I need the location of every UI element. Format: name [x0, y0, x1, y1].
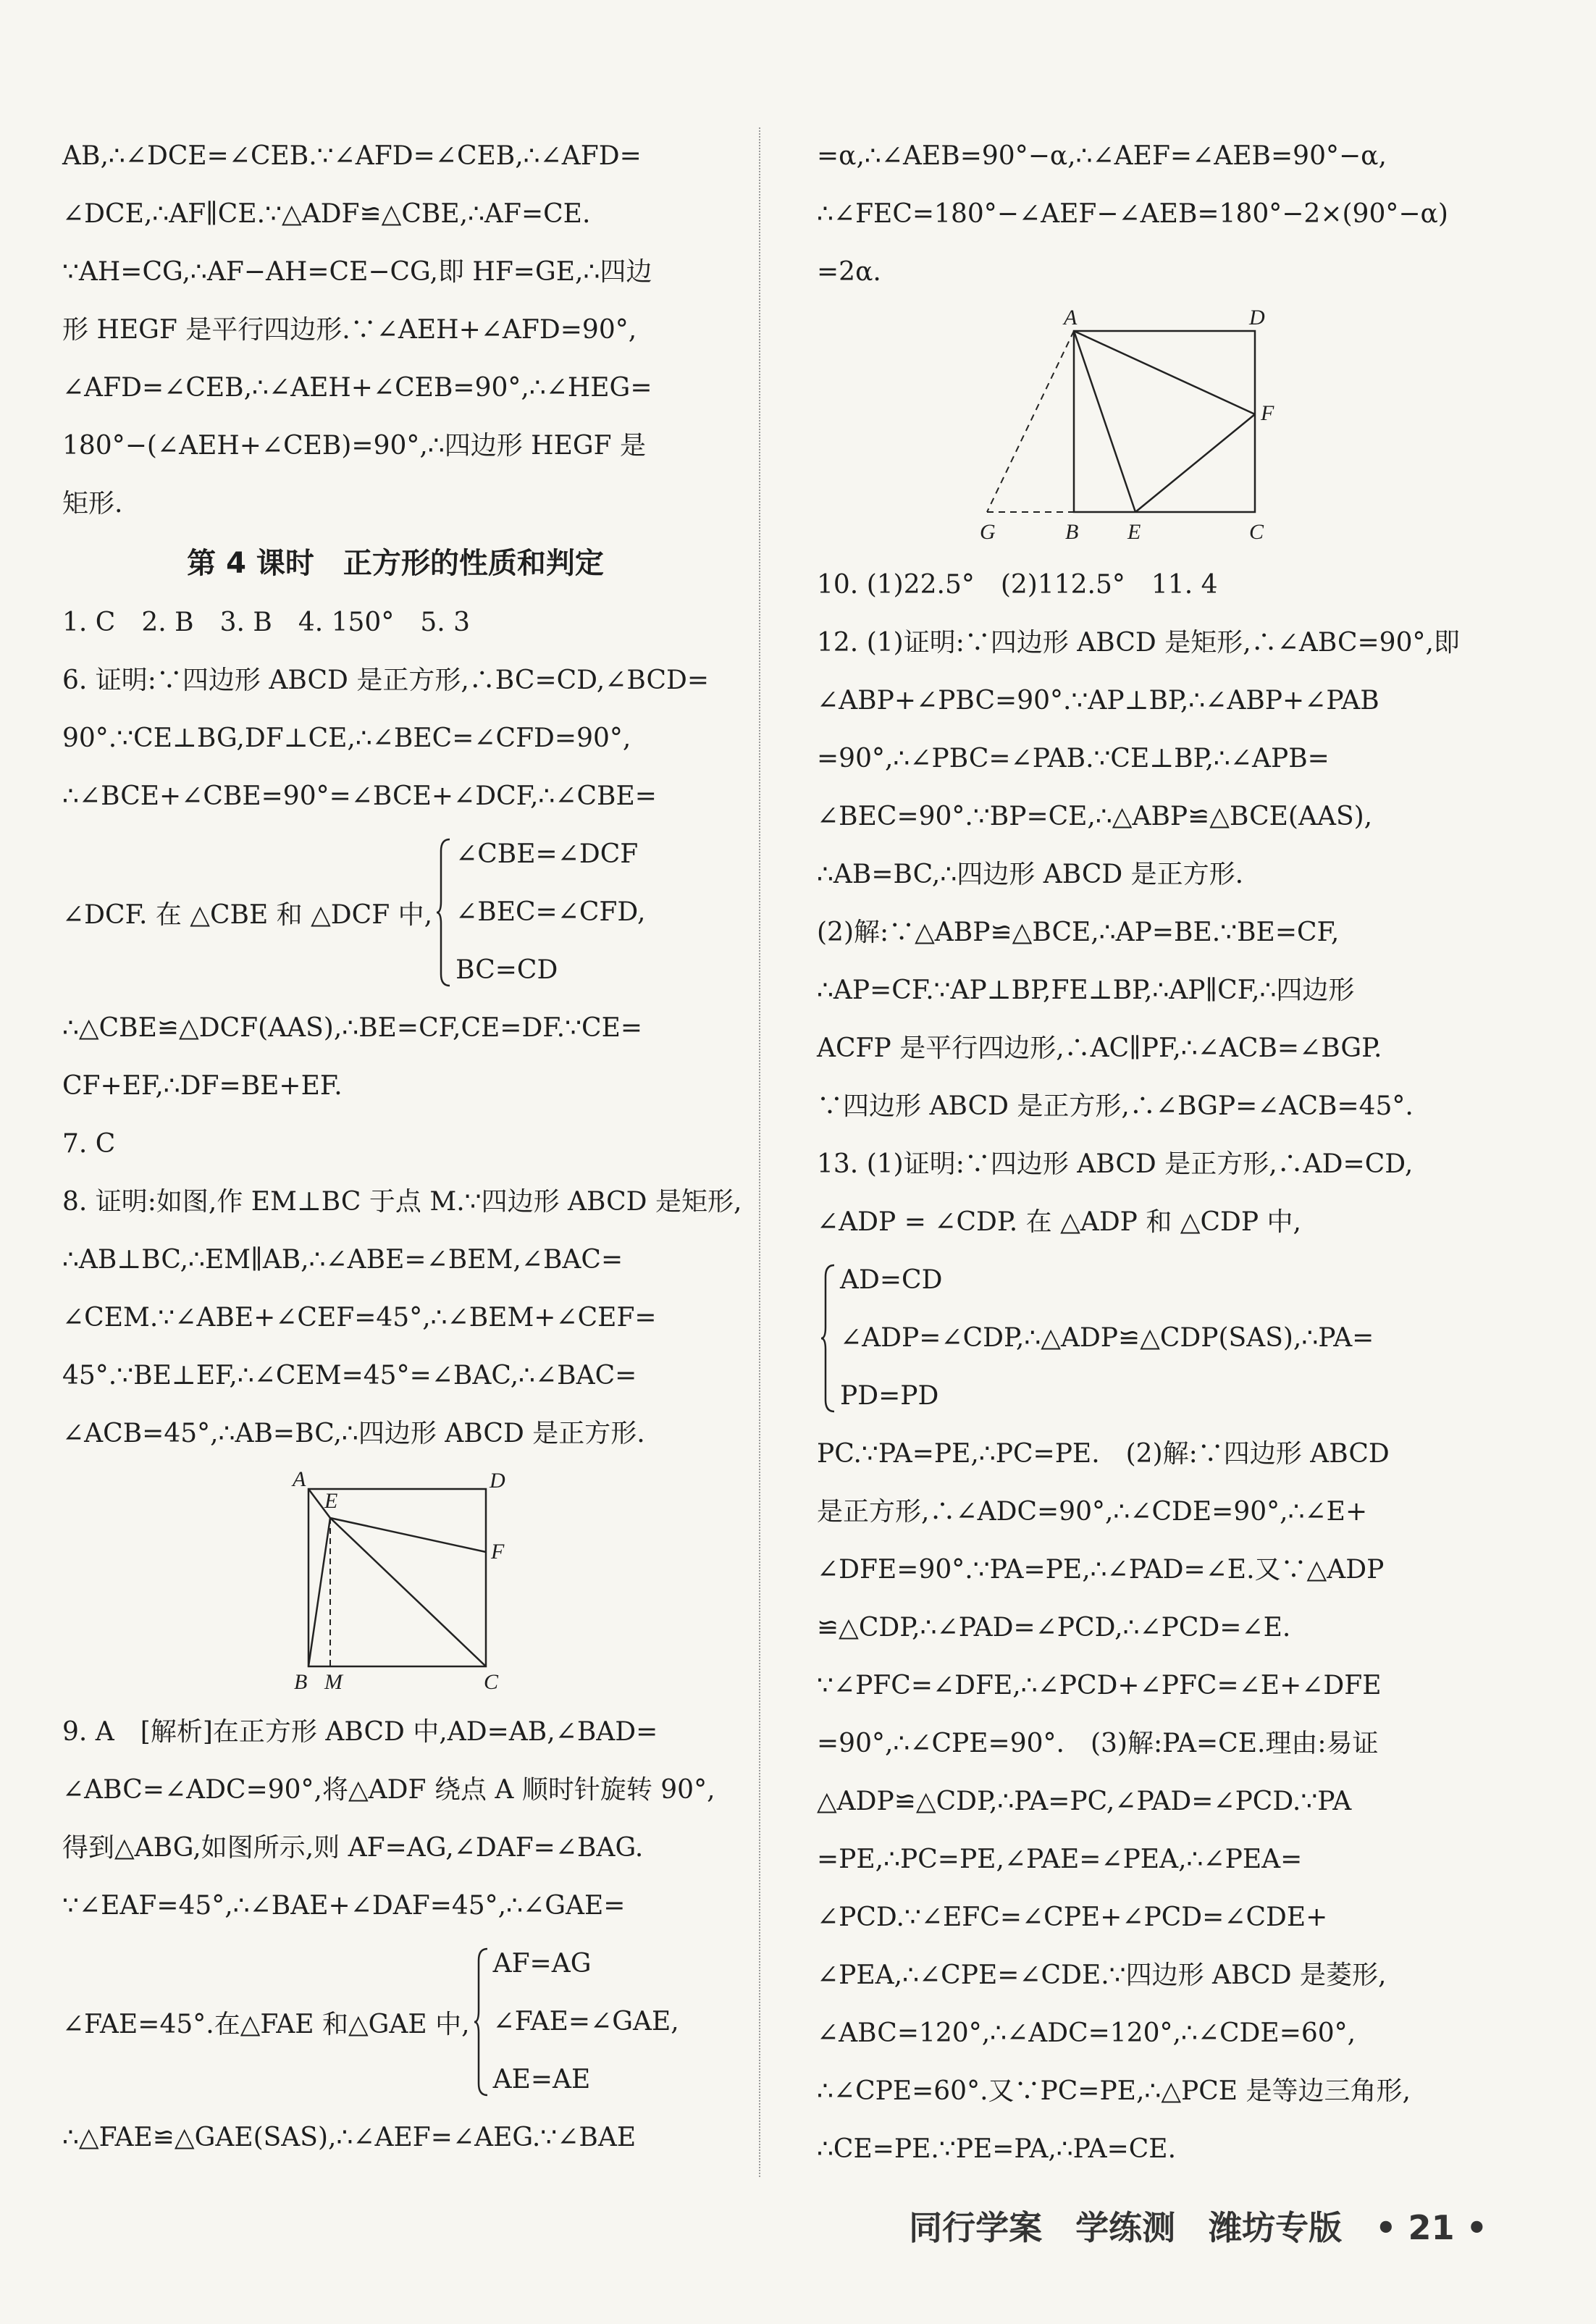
geometry-figure-1 [280, 1467, 511, 1699]
text-line: ∠ABC=∠ADC=90°,将△ADF 绕点 A 顺时针旋转 90°, [62, 1775, 715, 1805]
footer-edition: 潍坊专版 [1209, 2208, 1343, 2247]
label-C: C [1249, 520, 1264, 544]
system-row: ∠ADP=∠CDP,∴△ADP≌△CDP(SAS),∴PA= [840, 1323, 1374, 1353]
text-line: ∴∠CPE=60°.又∵PC=PE,∴△PCE 是等边三角形, [817, 2076, 1411, 2106]
system-prefix: ∠FAE=45°.在△FAE 和△GAE 中, [62, 2009, 470, 2039]
q6-equation-system [62, 826, 728, 999]
system-row: ∠BEC=∠CFD, [455, 897, 646, 927]
text-line: 180°−(∠AEH+∠CEB)=90°,∴四边形 HEGF 是 [62, 431, 647, 461]
text-line: =PE,∴PC=PE,∠PAE=∠PEA,∴∠PEA= [817, 1845, 1303, 1874]
text-line: 矩形. [62, 489, 123, 519]
text-line: PC.∵PA=PE,∴PC=PE. (2)解:∵四边形 ABCD [817, 1439, 1390, 1469]
system-prefix: ∠DCF. 在 △CBE 和 △DCF 中, [62, 899, 433, 930]
label-M: M [324, 1670, 343, 1694]
brace-icon [820, 1262, 837, 1414]
q9-equation-system [62, 1935, 728, 2109]
text-line: ∵AH=CG,∴AF−AH=CE−CG,即 HF=GE,∴四边 [62, 257, 652, 287]
label-D: D [1249, 306, 1265, 330]
text-line: 形 HEGF 是平行四边形.∵∠AEH+∠AFD=90°, [62, 315, 637, 345]
text-line: ∴∠BCE+∠CBE=90°=∠BCE+∠DCF,∴∠CBE= [62, 781, 657, 811]
text-line: ∠PEA,∴∠CPE=∠CDE.∵四边形 ABCD 是菱形, [817, 1960, 1387, 1990]
text-line: ∴CE=PE.∵PE=PA,∴PA=CE. [817, 2134, 1177, 2164]
answers-10-11: 10. (1)22.5° (2)112.5° 11. 4 [817, 570, 1218, 600]
text-line: 9. A [解析]在正方形 ABCD 中,AD=AB,∠BAD= [62, 1717, 658, 1747]
label-A: A [1064, 306, 1078, 330]
figure-square-rotation [980, 306, 1313, 552]
text-line: ACFP 是平行四边形,∴AC∥PF,∴∠ACB=∠BGP. [817, 1033, 1382, 1063]
label-E: E [324, 1489, 338, 1513]
label-C: C [484, 1670, 499, 1694]
text-line: ∠CEM.∵∠ABE+∠CEF=45°,∴∠BEM+∠CEF= [62, 1303, 657, 1333]
label-F: F [491, 1540, 505, 1564]
text-line: ∠ACB=45°,∴AB=BC,∴四边形 ABCD 是正方形. [62, 1419, 645, 1448]
text-line: AB,∴∠DCE=∠CEB.∵∠AFD=∠CEB,∴∠AFD= [62, 141, 642, 171]
text-line: ∠PCD.∵∠EFC=∠CPE+∠PCD=∠CDE+ [817, 1903, 1328, 1932]
text-line: ∴AB⊥BC,∴EM∥AB,∴∠ABE=∠BEM,∠BAC= [62, 1245, 623, 1275]
text-line: ∴∠FEC=180°−∠AEF−∠AEB=180°−2×(90°−α) [817, 199, 1448, 229]
text-line: 6. 证明:∵四边形 ABCD 是正方形,∴BC=CD,∠BCD= [62, 666, 710, 695]
system-row: ∠FAE=∠GAE, [492, 2007, 679, 2036]
text-line: ∴AB=BC,∴四边形 ABCD 是正方形. [817, 860, 1244, 889]
right-column [817, 127, 1476, 2178]
text-line: ∵四边形 ABCD 是正方形,∴∠BGP=∠ACB=45°. [817, 1091, 1414, 1121]
section-title: 第 4 课时 正方形的性质和判定 [187, 547, 604, 580]
text-line: ∠ABP+∠PBC=90°.∵AP⊥BP,∴∠ABP+∠PAB [817, 686, 1379, 716]
text-line: ∠ADP = ∠CDP. 在 △ADP 和 △CDP 中, [817, 1207, 1301, 1237]
system-row: AF=AG [492, 1949, 592, 1979]
text-line: ∠DCE,∴AF∥CE.∵△ADF≌△CBE,∴AF=CE. [62, 199, 591, 229]
system-row: BC=CD [455, 955, 558, 985]
label-E: E [1127, 520, 1141, 544]
page-number: • 21 • [1375, 2208, 1487, 2247]
text-line: 13. (1)证明:∵四边形 ABCD 是正方形,∴AD=CD, [817, 1149, 1414, 1179]
brace-icon [435, 836, 453, 989]
text-line: 90°.∵CE⊥BG,DF⊥CE,∴∠BEC=∠CFD=90°, [62, 723, 631, 753]
text-line: ∴AP=CF.∵AP⊥BP,FE⊥BP,∴AP∥CF,∴四边形 [817, 976, 1355, 1005]
text-line: =90°,∴∠CPE=90°. (3)解:PA=CE.理由:易证 [817, 1729, 1379, 1758]
brace-icon [473, 1946, 490, 2098]
label-D: D [490, 1469, 505, 1493]
label-B: B [1065, 520, 1079, 544]
text-line: ≌△CDP,∴∠PAD=∠PCD,∴∠PCD=∠E. [817, 1613, 1291, 1643]
answers-1-5: 1. C 2. B 3. B 4. 150° 5. 3 [62, 608, 471, 637]
column-divider [759, 127, 760, 2177]
label-B: B [294, 1670, 308, 1694]
system-row: AD=CD [840, 1265, 943, 1295]
text-line: ∵∠PFC=∠DFE,∴∠PCD+∠PFC=∠E+∠DFE [817, 1671, 1382, 1700]
text-line: △ADP≌△CDP,∴PA=PC,∠PAD=∠PCD.∵PA [817, 1787, 1352, 1816]
left-column [62, 127, 742, 2167]
text-line: ∴△CBE≌△DCF(AAS),∴BE=CF,CE=DF.∵CE= [62, 1013, 643, 1043]
label-A: A [293, 1467, 306, 1491]
text-line: ∠ABC=120°,∴∠ADC=120°,∴∠CDE=60°, [817, 2018, 1356, 2048]
system-row: PD=PD [840, 1381, 939, 1411]
footer-series: 学练测 [1075, 2208, 1176, 2247]
q13-equation-system [817, 1251, 1476, 1425]
footer-brand: 同行学案 [909, 2208, 1043, 2247]
text-line: 45°.∵BE⊥EF,∴∠CEM=45°=∠BAC,∴∠BAC= [62, 1361, 637, 1390]
system-row: AE=AE [492, 2065, 591, 2094]
page-footer [887, 2202, 1487, 2249]
label-F: F [1261, 401, 1274, 425]
text-line: (2)解:∵△ABP≌△BCE,∴AP=BE.∵BE=CF, [817, 918, 1340, 947]
text-line: ∵∠EAF=45°,∴∠BAE+∠DAF=45°,∴∠GAE= [62, 1891, 626, 1921]
label-G: G [980, 520, 996, 544]
text-line: 得到△ABG,如图所示,则 AF=AG,∠DAF=∠BAG. [62, 1833, 644, 1863]
text-line: 8. 证明:如图,作 EM⊥BC 于点 M.∵四边形 ABCD 是矩形, [62, 1187, 742, 1217]
text-line: 是正方形,∴∠ADC=90°,∴∠CDE=90°,∴∠E+ [817, 1497, 1368, 1527]
geometry-figure-2 [980, 306, 1313, 552]
text-line: ∠AFD=∠CEB,∴∠AEH+∠CEB=90°,∴∠HEG= [62, 373, 652, 403]
text-line: ∠BEC=90°.∵BP=CE,∴△ABP≌△BCE(AAS), [817, 802, 1373, 831]
left-top-lines [62, 127, 728, 533]
text-line: =90°,∴∠PBC=∠PAB.∵CE⊥BP,∴∠APB= [817, 744, 1330, 773]
text-line: CF+EF,∴DF=BE+EF. [62, 1071, 343, 1101]
answer-7: 7. C [62, 1129, 116, 1159]
figure-square-abcd-em [280, 1467, 511, 1699]
text-line: ∴△FAE≌△GAE(SAS),∴∠AEF=∠AEG.∵∠BAE [62, 2123, 637, 2152]
text-line: ∠DFE=90°.∵PA=PE,∴∠PAD=∠E.又∵△ADP [817, 1555, 1385, 1585]
text-line: 12. (1)证明:∵四边形 ABCD 是矩形,∴∠ABC=90°,即 [817, 628, 1460, 658]
system-row: ∠CBE=∠DCF [455, 839, 639, 869]
text-line: =α,∴∠AEB=90°−α,∴∠AEF=∠AEB=90°−α, [817, 141, 1387, 171]
text-line: =2α. [817, 257, 881, 287]
